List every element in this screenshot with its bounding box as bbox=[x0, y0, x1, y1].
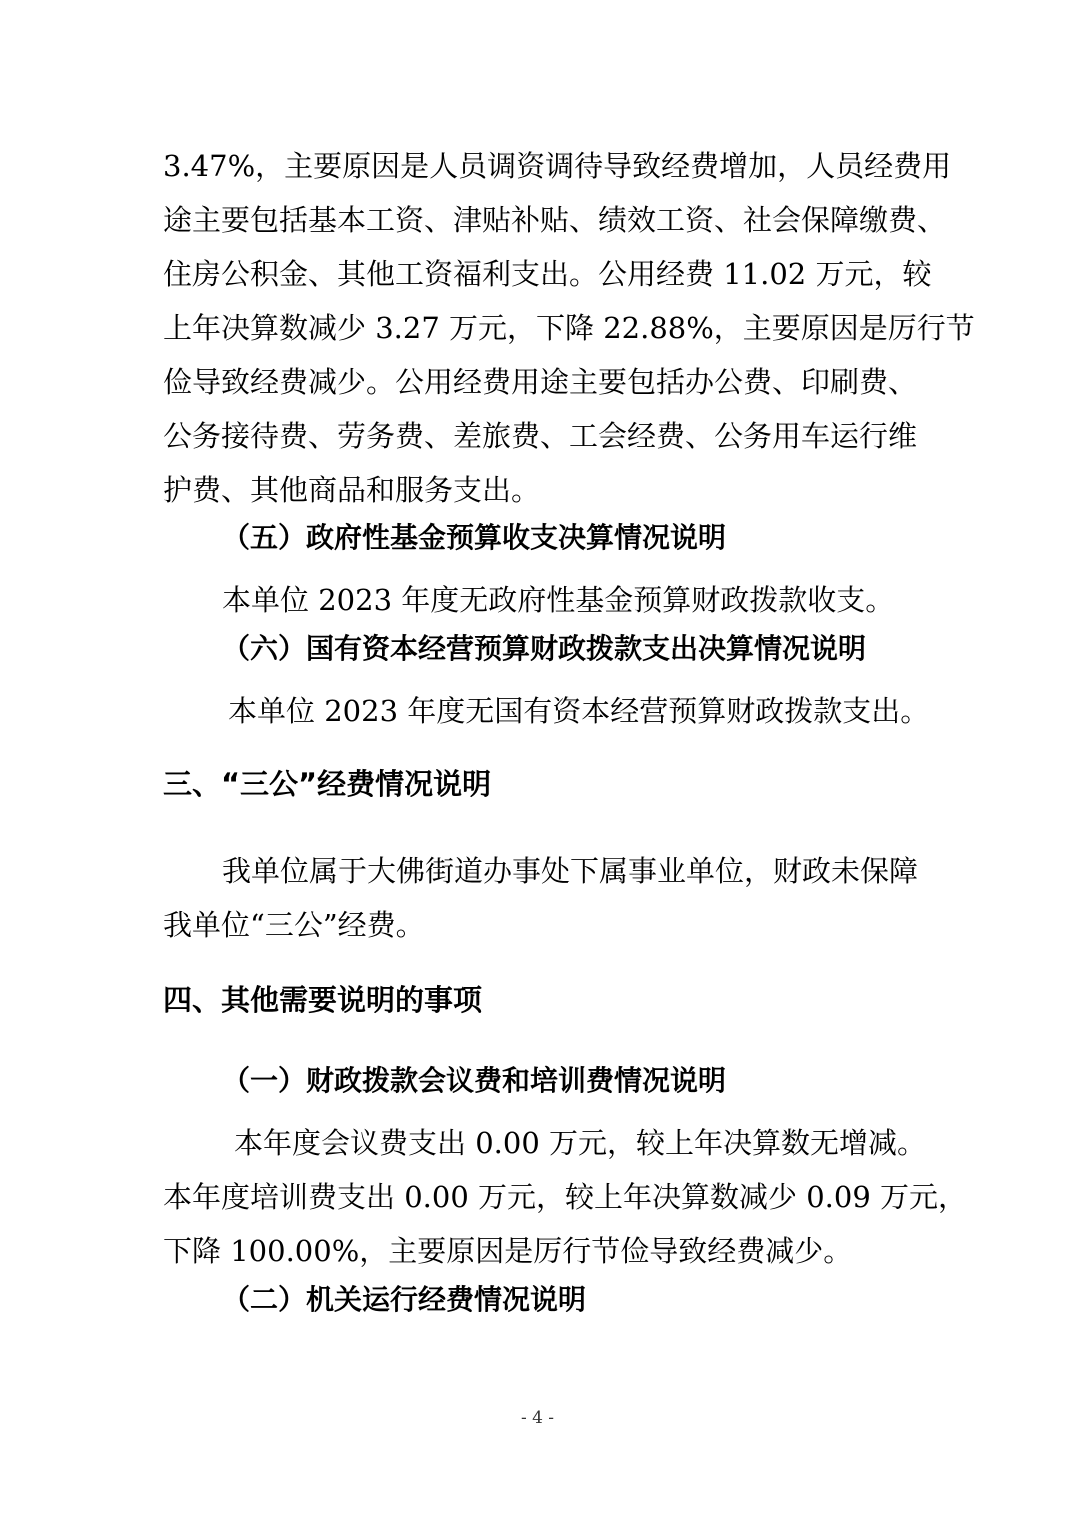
part-4-sub-2-heading: （二）机关运行经费情况说明 bbox=[222, 1283, 587, 1316]
page-number: - 4 - bbox=[520, 1408, 555, 1428]
paragraph-line: 护费、其他商品和服务支出。 bbox=[163, 473, 541, 507]
paragraph-line: 下降 100.00%，主要原因是厉行节俭导致经费减少。 bbox=[163, 1234, 853, 1268]
paragraph-line: 住房公积金、其他工资福利支出。公用经费 11.02 万元，较 bbox=[163, 257, 932, 291]
paragraph-line: 3.47%，主要原因是人员调资调待导致经费增加，人员经费用 bbox=[163, 149, 952, 183]
section-6-text: 本单位 2023 年度无国有资本经营预算财政拨款支出。 bbox=[228, 694, 930, 728]
paragraph-line: 我单位“三公”经费。 bbox=[163, 908, 425, 942]
paragraph-line: 本年度会议费支出 0.00 万元，较上年决算数无增减。 bbox=[234, 1126, 927, 1160]
section-5-text: 本单位 2023 年度无政府性基金预算财政拨款收支。 bbox=[222, 583, 895, 617]
paragraph-line: 俭导致经费减少。公用经费用途主要包括办公费、印刷费、 bbox=[163, 365, 918, 399]
part-4-heading: 四、其他需要说明的事项 bbox=[163, 983, 483, 1017]
part-3-heading: 三、“三公”经费情况说明 bbox=[163, 767, 492, 801]
paragraph-line: 本年度培训费支出 0.00 万元，较上年决算数减少 0.09 万元， bbox=[163, 1180, 968, 1214]
section-5-heading: （五）政府性基金预算收支决算情况说明 bbox=[222, 521, 727, 554]
part-4-sub-1-heading: （一）财政拨款会议费和培训费情况说明 bbox=[222, 1064, 727, 1097]
section-6-heading: （六）国有资本经营预算财政拨款支出决算情况说明 bbox=[222, 632, 867, 665]
paragraph-line: 途主要包括基本工资、津贴补贴、绩效工资、社会保障缴费、 bbox=[163, 203, 947, 237]
paragraph-line: 公务接待费、劳务费、差旅费、工会经费、公务用车运行维 bbox=[163, 419, 918, 453]
paragraph-line: 我单位属于大佛街道办事处下属事业单位，财政未保障 bbox=[222, 854, 919, 888]
paragraph-line: 上年决算数减少 3.27 万元，下降 22.88%，主要原因是厉行节 bbox=[163, 311, 975, 345]
